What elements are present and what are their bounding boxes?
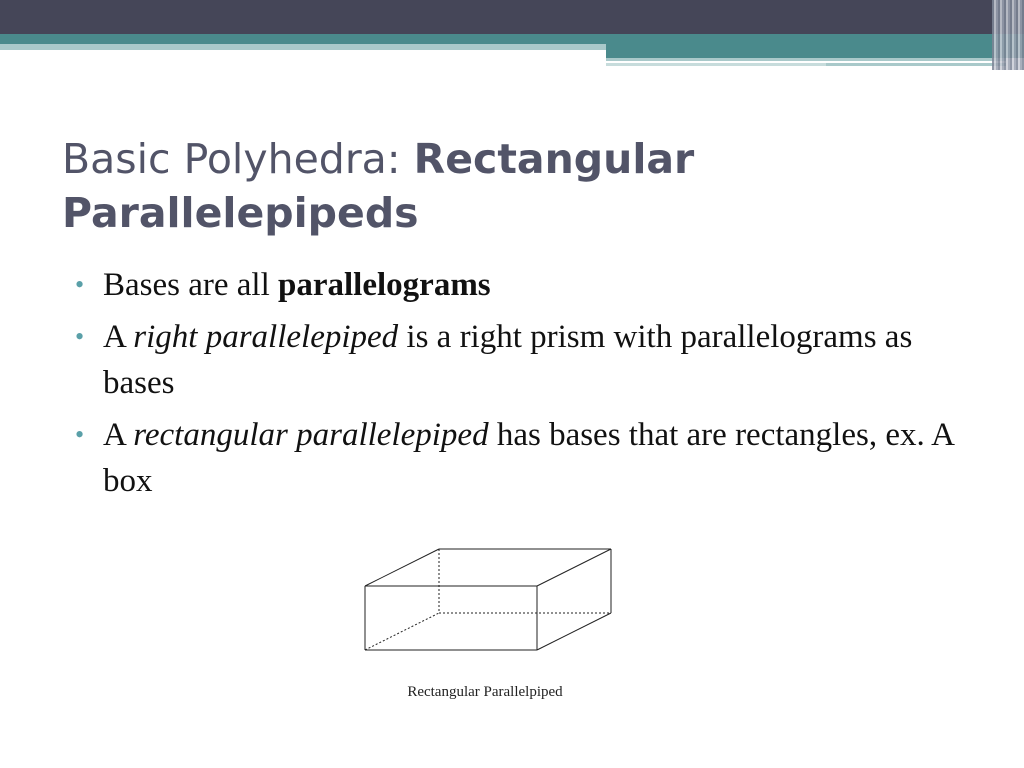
bullet-emphasis: rectangular parallelepiped [133, 417, 489, 453]
header-teal-bar [0, 34, 1024, 44]
bullet-dot-icon: • [75, 420, 85, 449]
bullet-item [75, 412, 975, 504]
header-accent-line [606, 58, 1006, 61]
hidden-bottom-left-edge [365, 613, 439, 650]
bullet-text: is a right prism with parallelograms as bases [103, 319, 913, 401]
bullet-text: A [103, 417, 134, 453]
header-dark-bar [0, 0, 1024, 34]
header-light-teal-bar [0, 44, 606, 50]
top-right-edge [537, 549, 611, 586]
bullet-text: Bases are all [103, 267, 279, 303]
header-accent-line [606, 63, 826, 66]
bullet-dot-icon: • [75, 270, 85, 299]
header-right-block [606, 44, 1024, 58]
bullet-text: A [103, 319, 134, 355]
top-left-edge [365, 549, 439, 586]
figure-caption: Rectangular Parallelpiped [407, 684, 563, 700]
bullet-item [75, 314, 975, 406]
bullet-emphasis: right parallelepiped [133, 319, 399, 355]
bullet-item [75, 262, 975, 308]
bullet-dot-icon: • [75, 322, 85, 351]
bullet-emphasis: parallelograms [278, 267, 491, 303]
bullet-text: has bases that are rectangles, ex. A box [103, 417, 954, 499]
slide-title-bold: Rectangular Parallelepipeds [62, 135, 695, 237]
header-accent-line [826, 63, 1006, 66]
bottom-right-edge [537, 613, 611, 650]
bullet-list [75, 262, 975, 510]
slide-title-regular: Basic Polyhedra: [62, 135, 414, 183]
parallelepiped-figure [360, 544, 620, 656]
header-stripes [992, 0, 1024, 70]
slide-title [62, 132, 962, 240]
